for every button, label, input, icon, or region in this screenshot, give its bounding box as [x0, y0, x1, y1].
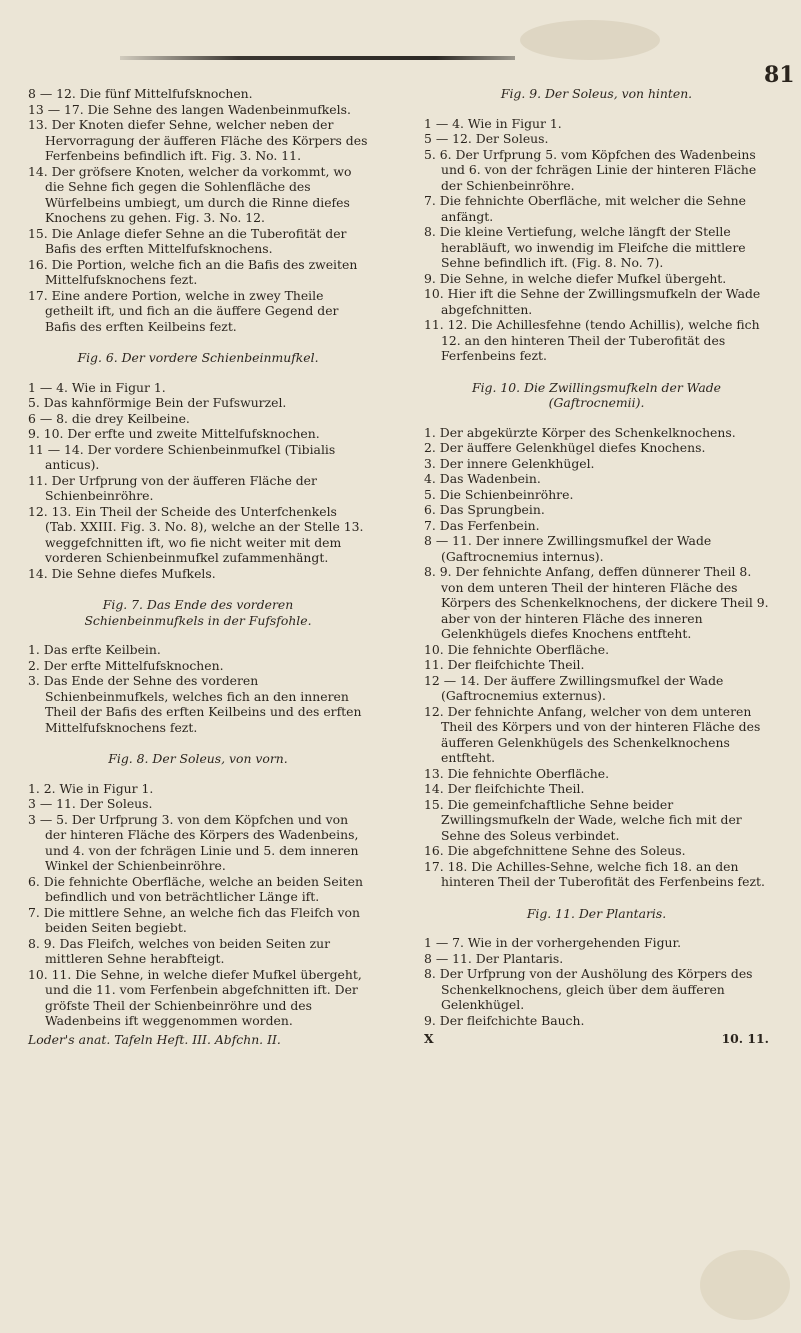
list-item: 5. 6. Der Urfprung 5. vom Köpfchen des Wadenbeins und 6. von der fchrägen Linie der hinteren Fläche der Schienbeinröhre. [424, 146, 757, 193]
figure-caption-9: Fig. 9. Der Soleus, von hinten. [500, 86, 693, 101]
list-item: 6. Die fehnichte Oberfläche, welche an beiden Seiten befindlich und von beträchtlicher Länge ift. [28, 873, 363, 904]
list-item: 3 — 11. Der Soleus. [28, 796, 153, 811]
signature-mark: X [424, 1031, 434, 1046]
fig11-list [424, 935, 769, 1028]
right-column [424, 86, 769, 1047]
list-item: 12. Der fehnichte Anfang, welcher von dem unteren Theil des Körpers und von der hinteren Fläche des äufferen Gelenkhügels des Schenkelknochens entfteht. [424, 703, 761, 765]
list-item: 11. 12. Die Achillesfehne (tendo Achillis), welche fich 12. an den hinteren Theil der Tuberofität des Ferfenbeins fezt. [424, 317, 760, 363]
fig8-list [28, 781, 368, 1029]
fig9-list [424, 116, 769, 364]
left-column [28, 86, 368, 1059]
list-item: 3 — 5. Der Urfprung 3. von dem Köpfchen und von der hinteren Fläche des Körpers des Wadenbeins, und 4. von der fchrägen Linie und 5. dem inneren Winkel der Schienbeinröhre. [28, 811, 359, 873]
list-item: 14. Der fleifchichte Theil. [424, 781, 585, 796]
list-item: 7. Die mittlere Sehne, an welche fich das Fleifch von beiden Seiten begiebt. [28, 904, 360, 935]
list-item: 10. Hier ift die Sehne der Zwillingsmufkeln der Wade abgefchnitten. [424, 286, 761, 317]
figure-caption-6: Fig. 6. Der vordere Schienbeinmufkel. [77, 350, 319, 365]
paper-stain [520, 20, 660, 60]
list-item: 10. 11. Die Sehne, in welche diefer Mufkel übergeht, und die 11. vom Ferfenbein abgefchnitten ift. Der gröfste Theil der Schienbeinröhre und des Wadenbeins ift weggenommen worden. [28, 966, 362, 1028]
list-item: 8 — 12. Die fünf Mittelfufsknochen. [28, 86, 253, 101]
list-item: 6 — 8. die drey Keilbeine. [28, 410, 190, 426]
page-number: 81 [764, 62, 795, 88]
list-item: 17. 18. Die Achilles-Sehne, welche fich 18. an den hinteren Theil der Tuberofität des Ferfenbeins fezt. [424, 858, 765, 889]
list-item: 1 — 7. Wie in der vorhergehenden Figur. [424, 935, 682, 950]
list-item: 12. 13. Ein Theil der Scheide des Unterfchenkels (Tab. XXIII. Fig. 3. No. 8), welche an der Stelle 13. weggefchnitten ift, wo fie nicht weiter mit dem vorderen Schienbeinmufkel zufammenhängt. [28, 503, 364, 565]
list-item: 1 — 4. Wie in Figur 1. [28, 379, 166, 395]
figure-caption-10: Fig. 10. Die Zwillingsmufkeln der Wade (Gaftrocnemii). [472, 379, 721, 410]
list-item: 12 — 14. Der äuffere Zwillingsmufkel der Wade (Gaftrocnemius externus). [424, 672, 724, 703]
fig10-list [424, 425, 769, 890]
list-item: 3. Der innere Gelenkhügel. [424, 455, 595, 471]
list-item: 16. Die abgefchnittene Sehne des Soleus. [424, 843, 686, 858]
list-item: 5 — 12. Der Soleus. [424, 131, 549, 146]
list-item: 14. Der gröfsere Knoten, welcher da vorkommt, wo die Sehne fich gegen die Sohlenfläche des Würfelbeins umbiegt, um durch die Rinne diefes Knochens zu gehen. Fig. 3. No. 12. [28, 163, 352, 225]
list-item: 8. 9. Das Fleifch, welches von beiden Seiten zur mittleren Sehne herabfteigt. [28, 935, 331, 966]
list-item: 8 — 11. Der Plantaris. [424, 950, 564, 966]
list-item: 8 — 11. Der innere Zwillingsmufkel der Wade (Gaftrocnemius internus). [424, 533, 712, 564]
list-item: 3. Das Ende der Sehne des vorderen Schienbeinmufkels, welches fich an den inneren Theil der Bafis des erften Keilbeins und des erften Mittelfufsknochens fezt. [28, 673, 362, 735]
list-item: 8. Die kleine Vertiefung, welche längft der Stelle herabläuft, wo inwendig im Fleifche die mittlere Sehne befindlich ift. (Fig. 8. No. 7). [424, 224, 746, 270]
list-item: 9. Der fleifchichte Bauch. [424, 1012, 585, 1028]
figure-caption-8: Fig. 8. Der Soleus, von vorn. [108, 751, 288, 766]
list-item: 2. Der erfte Mittelfufsknochen. [28, 657, 224, 673]
list-item: 8. Der Urfprung von der Aushölung des Körpers des Schenkelknochens, gleich über dem äufferen Gelenkhügel. [424, 966, 753, 1012]
list-item: 7. Das Ferfenbein. [424, 517, 540, 533]
list-item: 6. Das Sprungbein. [424, 502, 545, 517]
catchword: 10. 11. [721, 1031, 769, 1046]
list-item: 1. Der abgekürzte Körper des Schenkelknochens. [424, 424, 736, 440]
list-item: 7. Die fehnichte Oberfläche, mit welcher die Sehne anfängt. [424, 193, 746, 224]
figure-caption-11: Fig. 11. Der Plantaris. [526, 905, 667, 921]
list-item: 9. 10. Der erfte und zweite Mittelfufsknochen. [28, 426, 320, 441]
list-item: 15. Die gemeinfchaftliche Sehne beider Zwillingsmufkeln der Wade, welche fich mit der Sehne des Soleus verbindet. [424, 796, 742, 843]
top-rule [120, 56, 515, 60]
footer-reference: Loder's anat. Tafeln Heft. III. Abfchn. II. [28, 1031, 281, 1047]
list-item: 13. Der Knoten diefer Sehne, welcher neben der Hervorragung der äufferen Fläche des Körpers des Ferfenbeins befindlich ift. Fig. 3. No. 11. [28, 117, 368, 163]
list-item: 8. 9. Der fehnichte Anfang, deffen dünnerer Theil 8. von dem unteren Theil der hinteren Fläche des Körpers des Schenkelknochens, der dickere Theil 9. aber von der hinteren Fläche des inneren Gelenkhügels diefes Knochens entfteht. [424, 564, 769, 641]
list-item: 15. Die Anlage diefer Sehne an die Tuberofität der Bafis des erften Mittelfufsknochens. [28, 225, 347, 256]
list-item: 11. Der Urfprung von der äufferen Fläche der Schienbeinröhre. [28, 472, 317, 503]
list-item: 13 — 17. Die Sehne des langen Wadenbeinmufkels. [28, 101, 351, 117]
list-item: 14. Die Sehne diefes Mufkels. [28, 565, 216, 581]
list-item: 11. Der fleifchichte Theil. [424, 657, 585, 672]
list-item: 13. Die fehnichte Oberfläche. [424, 765, 610, 781]
figure-caption-7: Fig. 7. Das Ende des vorderen Schienbeinmufkels in der Fufsfohle. [84, 597, 312, 628]
list-item: 9. Die Sehne, in welche diefer Mufkel übergeht. [424, 270, 727, 286]
list-item: 5. Das kahnförmige Bein der Fufswurzel. [28, 395, 287, 410]
list-item: 11 — 14. Der vordere Schienbeinmufkel (Tibialis anticus). [28, 441, 336, 472]
list-item: 2. Der äuffere Gelenkhügel diefes Knochens. [424, 440, 706, 455]
fig7-list [28, 642, 368, 735]
list-item: 16. Die Portion, welche fich an die Bafis des zweiten Mittelfufsknochens fezt. [28, 256, 358, 287]
list-item: 10. Die fehnichte Oberfläche. [424, 641, 610, 657]
paper-stain [700, 1250, 790, 1320]
intro-list [28, 86, 368, 334]
list-item: 4. Das Wadenbein. [424, 471, 541, 486]
signature-line [424, 1031, 769, 1047]
list-item: 17. Eine andere Portion, welche in zwey Theile getheilt ift, und fich an die äuffere Gegend der Bafis des erften Keilbeins fezt. [28, 287, 339, 334]
fig6-list [28, 380, 368, 582]
list-item: 1. 2. Wie in Figur 1. [28, 780, 154, 796]
list-item: 5. Die Schienbeinröhre. [424, 486, 574, 502]
list-item: 1 — 4. Wie in Figur 1. [424, 115, 562, 131]
list-item: 1. Das erfte Keilbein. [28, 642, 161, 657]
